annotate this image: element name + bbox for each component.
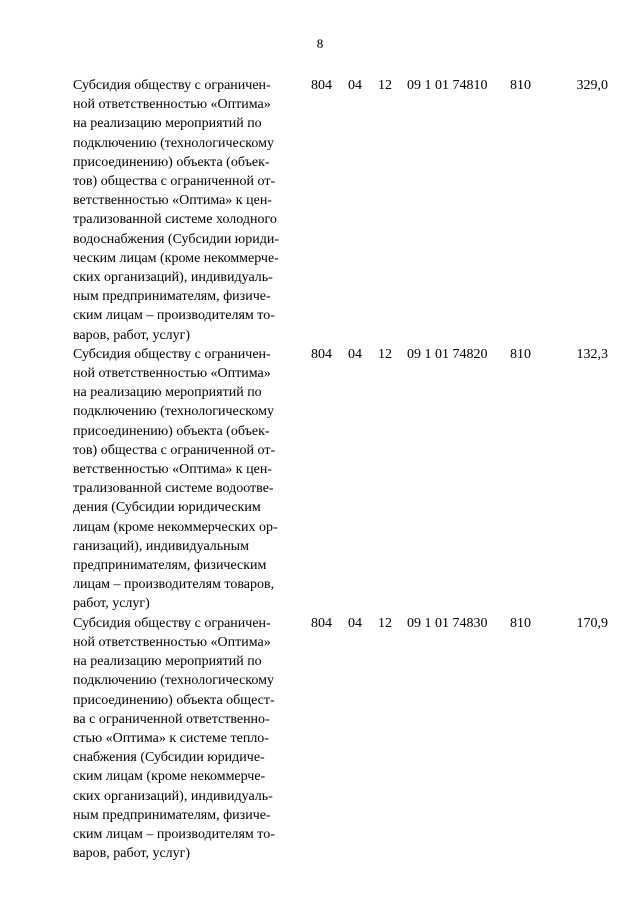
description-line: ческим лицам (кроме некоммерче-: [73, 250, 279, 266]
description-line: лицам (кроме некоммерческих ор-: [73, 519, 278, 535]
description-line: ной ответственностью «Оптима»: [73, 366, 271, 382]
description-line: Субсидия обществу с ограничен-: [73, 346, 271, 362]
description-line: ских организаций), индивидуаль-: [73, 788, 273, 804]
description-line: лицам – производителям товаров,: [73, 577, 275, 593]
table-row: [73, 76, 608, 345]
description-line: трализованной системе холодного: [73, 212, 277, 228]
subsection-code: 12: [378, 78, 392, 93]
description-line: ским лицам (кроме некоммерче-: [73, 769, 266, 785]
description-line: на реализацию мероприятий по: [73, 116, 262, 132]
description-line: присоединению) объекта (объек-: [73, 423, 270, 439]
description-line: предпринимателям, физическим: [73, 558, 267, 574]
expense-type-code: 810: [510, 78, 531, 93]
description-line: стью «Оптима» к системе тепло-: [73, 730, 269, 746]
table-row: [73, 614, 608, 864]
description-line: трализованной системе водоотве-: [73, 481, 274, 497]
description-line: ветственностью «Оптима» к цен-: [73, 462, 272, 478]
description-line: работ, услуг): [73, 596, 150, 612]
description-line: присоединению) объекта общест-: [73, 692, 275, 708]
description-line: варов, работ, услуг): [73, 846, 191, 862]
description-line: ным предпринимателям, физиче-: [73, 807, 271, 823]
description-line: присоединению) объекта (объек-: [73, 154, 270, 170]
amount: 329,0: [576, 78, 608, 93]
table-row: [73, 345, 608, 614]
description-line: ским лицам – производителям то-: [73, 308, 275, 324]
description-line: подключению (технологическому: [73, 673, 274, 689]
amount: 170,9: [576, 615, 608, 631]
description-line: ной ответственностью «Оптима»: [73, 97, 271, 113]
description-line: тов) общества с ограниченной от-: [73, 174, 276, 190]
amount: 132,3: [576, 346, 608, 362]
description-line: ветственностью «Оптима» к цен-: [73, 193, 272, 209]
description-line: на реализацию мероприятий по: [73, 385, 262, 401]
description-line: ва с ограниченной ответственно-: [73, 711, 270, 727]
description-line: снабжения (Субсидии юридиче-: [73, 750, 265, 766]
expense-type-code: 810: [510, 346, 531, 362]
description-line: ной ответственностью «Оптима»: [73, 634, 271, 650]
subsection-code: 12: [378, 615, 392, 631]
row-description: [73, 614, 303, 864]
expense-type-code: 810: [510, 615, 531, 631]
row-description: [73, 345, 303, 614]
description-line: ских организаций), индивидуаль-: [73, 270, 273, 286]
description-line: ганизаций), индивидуальным: [73, 538, 249, 554]
section-code: 04: [348, 346, 362, 362]
subsection-code: 12: [378, 346, 392, 362]
description-line: Субсидия обществу с ограничен-: [73, 615, 271, 631]
description-line: Субсидия обществу с ограничен-: [73, 78, 271, 93]
row-description: [73, 76, 303, 345]
budget-table: [73, 76, 608, 863]
description-line: на реализацию мероприятий по: [73, 654, 262, 670]
description-line: дения (Субсидии юридическим: [73, 500, 261, 516]
description-line: ным предпринимателям, физиче-: [73, 289, 271, 305]
section-code: 04: [348, 78, 362, 93]
description-line: тов) общества с ограниченной от-: [73, 442, 276, 458]
target-article-code: 09 1 01 74830: [407, 615, 488, 631]
ved-code: 804: [311, 346, 332, 362]
description-line: подключению (технологическому: [73, 404, 274, 420]
ved-code: 804: [311, 78, 332, 93]
ved-code: 804: [311, 615, 332, 631]
target-article-code: 09 1 01 74810: [407, 78, 488, 93]
page-number: 8: [316, 36, 324, 51]
description-line: подключению (технологическому: [73, 135, 274, 151]
target-article-code: 09 1 01 74820: [407, 346, 488, 362]
description-line: ским лицам – производителям то-: [73, 826, 275, 842]
description-line: водоснабжения (Субсидии юриди-: [73, 231, 280, 247]
section-code: 04: [348, 615, 362, 631]
description-line: варов, работ, услуг): [73, 327, 191, 343]
